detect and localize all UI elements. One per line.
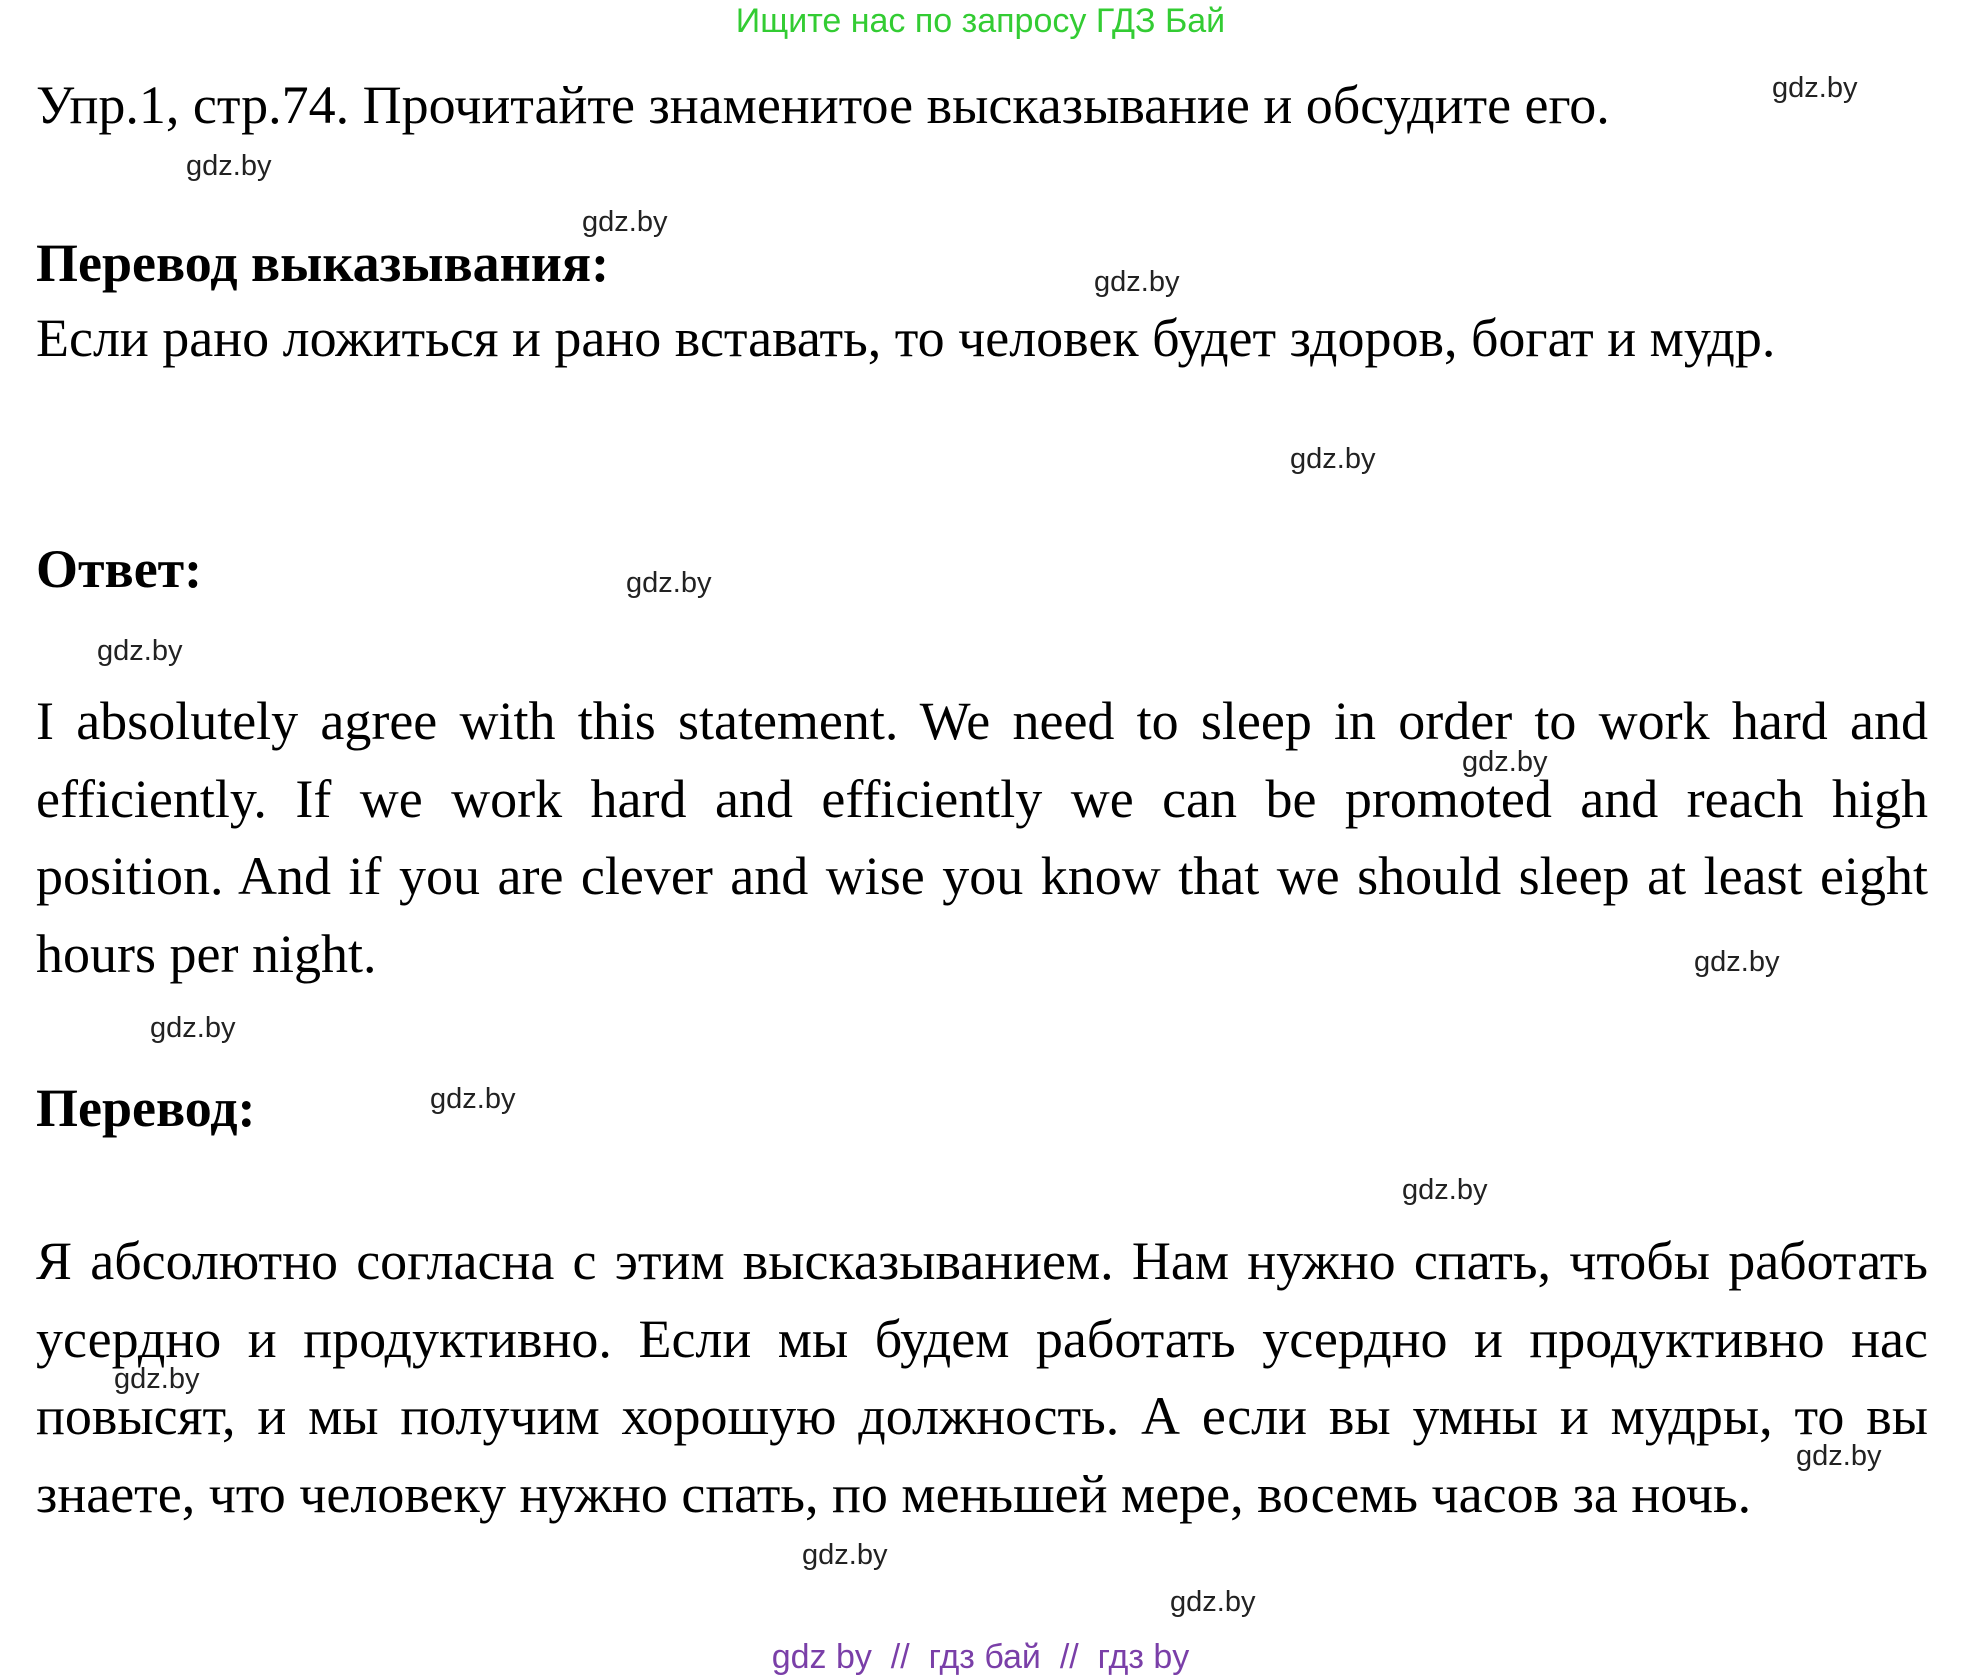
watermark: gdz.by (1402, 1174, 1488, 1206)
task-title: Упр.1, стр.74. Прочитайте знаменитое высказывание и обсудите его. (36, 75, 1610, 135)
watermark: gdz.by (1290, 443, 1376, 475)
watermark: gdz.by (1462, 746, 1548, 778)
watermark: gdz.by (97, 635, 183, 667)
search-banner: Ищите нас по запросу ГДЗ Бай (735, 2, 1226, 40)
watermark: gdz.by (802, 1539, 888, 1571)
watermark: gdz.by (114, 1363, 200, 1395)
quote-heading: Перевод выказывания: (36, 233, 610, 293)
watermark: gdz.by (1170, 1586, 1256, 1618)
translation-text: Я абсолютно согласна с этим высказыванием. Нам нужно спать, чтобы работать усердно и продуктивно. Если мы будем работать усердно и продуктивно нас повысят, и мы получим хорошую должность. А если вы умны и мудры, то вы знаете, что человеку нужно спать, по меньшей мере, восемь часов за ночь. (36, 1231, 1928, 1524)
footer-links: gdz by // гдз бай // гдз by (771, 1638, 1190, 1676)
watermark: gdz.by (1772, 72, 1858, 104)
answer-heading: Ответ: (36, 539, 203, 599)
translation-heading: Перевод: (36, 1078, 256, 1138)
answer-text: I absolutely agree with this statement. We need to sleep in order to work hard and efficiently. If we work hard and efficiently we can be promoted and reach high position. And if you are clever and wise you know that we should sleep at least eight hours per night. (36, 691, 1928, 984)
watermark: gdz.by (1094, 266, 1180, 298)
watermark: gdz.by (150, 1012, 236, 1044)
watermark: gdz.by (1694, 946, 1780, 978)
watermark: gdz.by (186, 150, 272, 182)
watermark: gdz.by (582, 206, 668, 238)
watermark: gdz.by (430, 1083, 516, 1115)
watermark: gdz.by (1796, 1440, 1882, 1472)
quote-text: Если рано ложиться и рано вставать, то человек будет здоров, богат и мудр. (36, 308, 1776, 368)
watermark: gdz.by (626, 567, 712, 599)
